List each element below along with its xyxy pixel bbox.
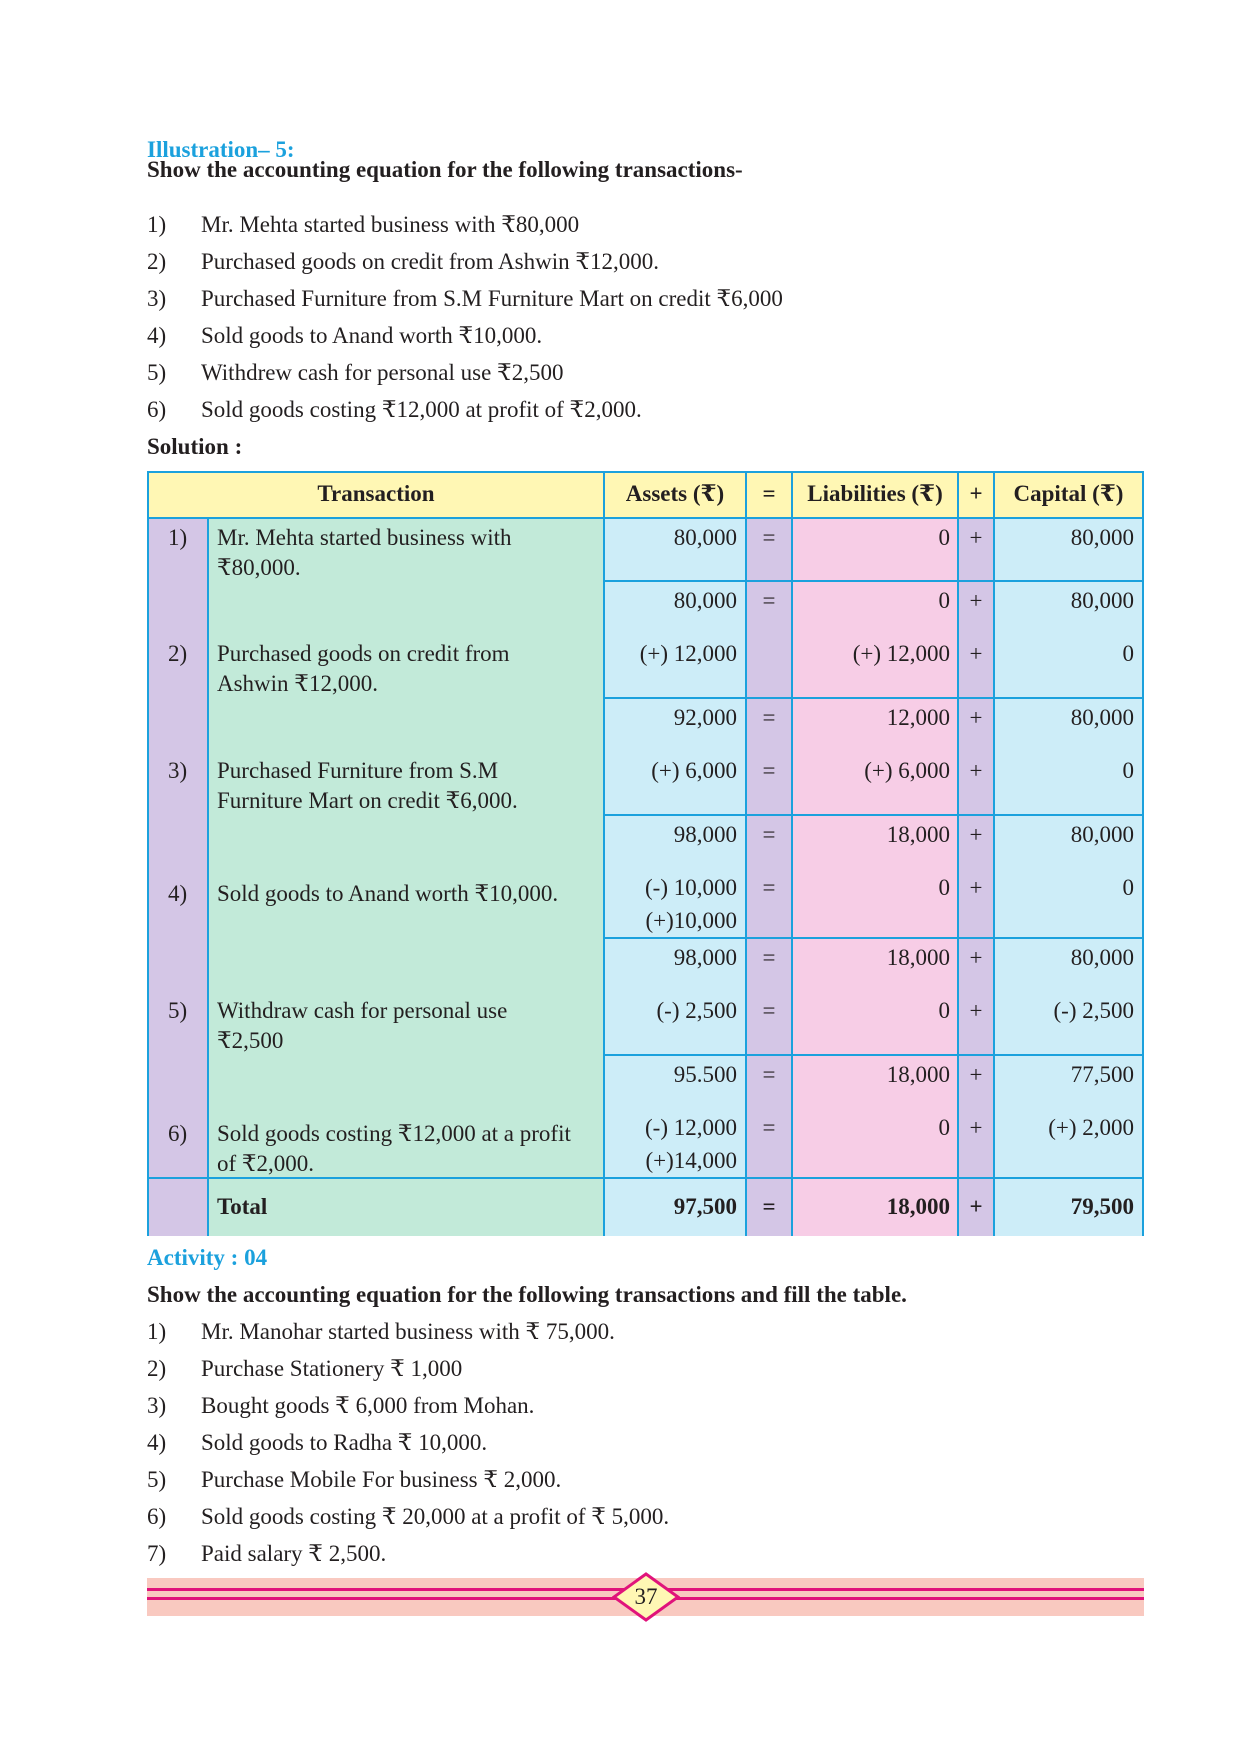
liabilities-value: 12,000 bbox=[886, 705, 950, 730]
capital-value: 0 bbox=[1122, 641, 1134, 666]
total-assets: 97,500 bbox=[673, 1194, 737, 1219]
list-item-number: 1) bbox=[147, 1319, 167, 1344]
liabilities-value: 18,000 bbox=[886, 945, 950, 970]
list-item-text: Paid salary ₹ 2,500. bbox=[201, 1541, 387, 1566]
transaction-text: Purchased Furniture from S.M bbox=[217, 758, 499, 783]
assets-value: (+)10,000 bbox=[645, 908, 737, 933]
list-item bbox=[147, 1430, 487, 1456]
list-item bbox=[147, 323, 542, 349]
capital-value: (-) 2,500 bbox=[1053, 998, 1134, 1023]
equals-sign: = bbox=[762, 525, 776, 550]
solution-label: Solution : bbox=[147, 434, 243, 459]
plus-sign: + bbox=[969, 945, 983, 970]
row-divider bbox=[149, 517, 1142, 519]
liabilities-value: 0 bbox=[938, 588, 950, 613]
transaction-text: ₹2,500 bbox=[217, 1028, 284, 1053]
plus-sign: + bbox=[969, 588, 983, 613]
equals-sign: = bbox=[762, 945, 776, 970]
row-divider bbox=[605, 814, 1142, 816]
list-item bbox=[147, 1393, 534, 1419]
row-divider bbox=[605, 580, 1142, 582]
list-item-text: Purchase Mobile For business ₹ 2,000. bbox=[201, 1467, 562, 1492]
row-number: 4) bbox=[168, 881, 188, 906]
list-item-number: 6) bbox=[147, 1504, 167, 1529]
list-item bbox=[147, 286, 783, 312]
transaction-text: ₹80,000. bbox=[217, 555, 301, 580]
capital-value: 80,000 bbox=[1070, 705, 1134, 730]
equals-sign: = bbox=[762, 998, 776, 1023]
list-item bbox=[147, 1319, 615, 1345]
capital-value: 80,000 bbox=[1070, 822, 1134, 847]
header-liabilities: Liabilities (₹) bbox=[807, 481, 943, 506]
capital-value: 80,000 bbox=[1070, 945, 1134, 970]
total-equals-sign: = bbox=[762, 1194, 776, 1219]
transaction-text: Sold goods costing ₹12,000 at a profit bbox=[217, 1121, 571, 1146]
assets-value: 80,000 bbox=[673, 588, 737, 613]
list-item-text: Bought goods ₹ 6,000 from Mohan. bbox=[201, 1393, 535, 1418]
illustration-instruction: Show the accounting equation for the following transactions- bbox=[147, 157, 743, 182]
activity-instruction: Show the accounting equation for the following transactions and fill the table. bbox=[147, 1282, 907, 1307]
list-item-text: Purchased goods on credit from Ashwin ₹12,000. bbox=[201, 249, 659, 274]
list-item-number: 7) bbox=[147, 1541, 167, 1566]
assets-value: (-) 12,000 bbox=[645, 1115, 737, 1140]
equals-sign: = bbox=[762, 1115, 776, 1140]
row-number: 3) bbox=[168, 758, 188, 783]
equals-sign: = bbox=[762, 822, 776, 847]
row-divider bbox=[605, 937, 1142, 939]
total-capital: 79,500 bbox=[1070, 1194, 1134, 1219]
equals-sign: = bbox=[762, 588, 776, 613]
row-divider bbox=[605, 1054, 1142, 1056]
capital-value: 80,000 bbox=[1070, 588, 1134, 613]
list-item bbox=[147, 1356, 462, 1382]
liabilities-value: (+) 6,000 bbox=[864, 758, 950, 783]
list-item-text: Mr. Manohar started business with ₹ 75,000. bbox=[201, 1319, 615, 1344]
liabilities-value: 18,000 bbox=[886, 822, 950, 847]
list-item-number: 6) bbox=[147, 397, 167, 422]
capital-value: 0 bbox=[1122, 758, 1134, 783]
assets-value: (+) 12,000 bbox=[639, 641, 737, 666]
list-item-text: Sold goods to Anand worth ₹10,000. bbox=[201, 323, 543, 348]
list-item-text: Sold goods costing ₹12,000 at profit of ₹2,000. bbox=[201, 397, 642, 422]
equals-sign: = bbox=[762, 1062, 776, 1087]
liabilities-value: 0 bbox=[938, 875, 950, 900]
plus-sign: + bbox=[969, 875, 983, 900]
list-item-text: Purchased Furniture from S.M Furniture Mart on credit ₹6,000 bbox=[201, 286, 783, 311]
list-item-number: 4) bbox=[147, 1430, 167, 1455]
transaction-text: of ₹2,000. bbox=[217, 1151, 315, 1176]
list-item-text: Mr. Mehta started business with ₹80,000 bbox=[201, 212, 580, 237]
header-transaction: Transaction bbox=[317, 481, 435, 506]
plus-sign: + bbox=[969, 641, 983, 666]
page-number: 37 bbox=[634, 1584, 658, 1609]
list-item-number: 2) bbox=[147, 1356, 167, 1381]
list-item-number: 1) bbox=[147, 212, 167, 237]
transaction-text: Withdraw cash for personal use bbox=[217, 998, 508, 1023]
header-assets: Assets (₹) bbox=[625, 481, 725, 506]
assets-value: (+) 6,000 bbox=[651, 758, 737, 783]
list-item-text: Sold goods to Radha ₹ 10,000. bbox=[201, 1430, 488, 1455]
list-item bbox=[147, 360, 563, 386]
accounting-equation-table bbox=[147, 471, 1144, 1236]
header-equals: = bbox=[762, 481, 776, 506]
transaction-text: Ashwin ₹12,000. bbox=[217, 671, 378, 696]
list-item-number: 5) bbox=[147, 360, 167, 385]
assets-value: (-) 2,500 bbox=[656, 998, 737, 1023]
transaction-text: Purchased goods on credit from bbox=[217, 641, 510, 666]
plus-sign: + bbox=[969, 822, 983, 847]
list-item-text: Sold goods costing ₹ 20,000 at a profit of ₹ 5,000. bbox=[201, 1504, 670, 1529]
plus-sign: + bbox=[969, 525, 983, 550]
liabilities-value: 0 bbox=[938, 1115, 950, 1140]
plus-sign: + bbox=[969, 998, 983, 1023]
equals-sign: = bbox=[762, 705, 776, 730]
assets-value: 95.500 bbox=[673, 1062, 737, 1087]
list-item bbox=[147, 1467, 561, 1493]
row-number: 1) bbox=[168, 525, 188, 550]
list-item bbox=[147, 397, 642, 423]
list-item-number: 4) bbox=[147, 323, 167, 348]
row-divider bbox=[605, 697, 1142, 699]
list-item bbox=[147, 1541, 386, 1567]
list-item-text: Purchase Stationery ₹ 1,000 bbox=[201, 1356, 463, 1381]
plus-sign: + bbox=[969, 758, 983, 783]
liabilities-value: (+) 12,000 bbox=[852, 641, 950, 666]
assets-value: 92,000 bbox=[673, 705, 737, 730]
plus-sign: + bbox=[969, 1062, 983, 1087]
column-divider bbox=[207, 517, 209, 1236]
list-item-number: 3) bbox=[147, 286, 167, 311]
transaction-text: Sold goods to Anand worth ₹10,000. bbox=[217, 881, 559, 906]
total-liabilities: 18,000 bbox=[886, 1194, 950, 1219]
illustration-title: Illustration– 5: bbox=[147, 137, 295, 162]
plus-sign: + bbox=[969, 705, 983, 730]
list-item-number: 3) bbox=[147, 1393, 167, 1418]
liabilities-value: 18,000 bbox=[886, 1062, 950, 1087]
liabilities-value: 0 bbox=[938, 525, 950, 550]
equals-sign: = bbox=[762, 875, 776, 900]
list-item-number: 5) bbox=[147, 1467, 167, 1492]
assets-value: (+)14,000 bbox=[645, 1148, 737, 1173]
capital-value: 80,000 bbox=[1070, 525, 1134, 550]
list-item bbox=[147, 249, 659, 275]
transaction-text: Mr. Mehta started business with bbox=[217, 525, 512, 550]
list-item-text: Withdrew cash for personal use ₹2,500 bbox=[201, 360, 564, 385]
liabilities-value: 0 bbox=[938, 998, 950, 1023]
activity-title: Activity : 04 bbox=[147, 1245, 268, 1270]
header-plus: + bbox=[969, 481, 983, 506]
assets-value: 80,000 bbox=[673, 525, 737, 550]
assets-value: 98,000 bbox=[673, 822, 737, 847]
list-item bbox=[147, 212, 579, 238]
plus-sign: + bbox=[969, 1115, 983, 1140]
total-label: Total bbox=[217, 1194, 268, 1219]
equals-sign: = bbox=[762, 758, 776, 783]
capital-value: 0 bbox=[1122, 875, 1134, 900]
list-item bbox=[147, 1504, 669, 1530]
capital-value: (+) 2,000 bbox=[1048, 1115, 1134, 1140]
transaction-text: Furniture Mart on credit ₹6,000. bbox=[217, 788, 518, 813]
header-capital: Capital (₹) bbox=[1013, 481, 1124, 506]
row-number: 5) bbox=[168, 998, 188, 1023]
list-item-number: 2) bbox=[147, 249, 167, 274]
assets-value: (-) 10,000 bbox=[645, 875, 737, 900]
capital-value: 77,500 bbox=[1070, 1062, 1134, 1087]
row-number: 2) bbox=[168, 641, 188, 666]
row-number: 6) bbox=[168, 1121, 188, 1146]
total-plus-sign: + bbox=[969, 1194, 983, 1219]
assets-value: 98,000 bbox=[673, 945, 737, 970]
